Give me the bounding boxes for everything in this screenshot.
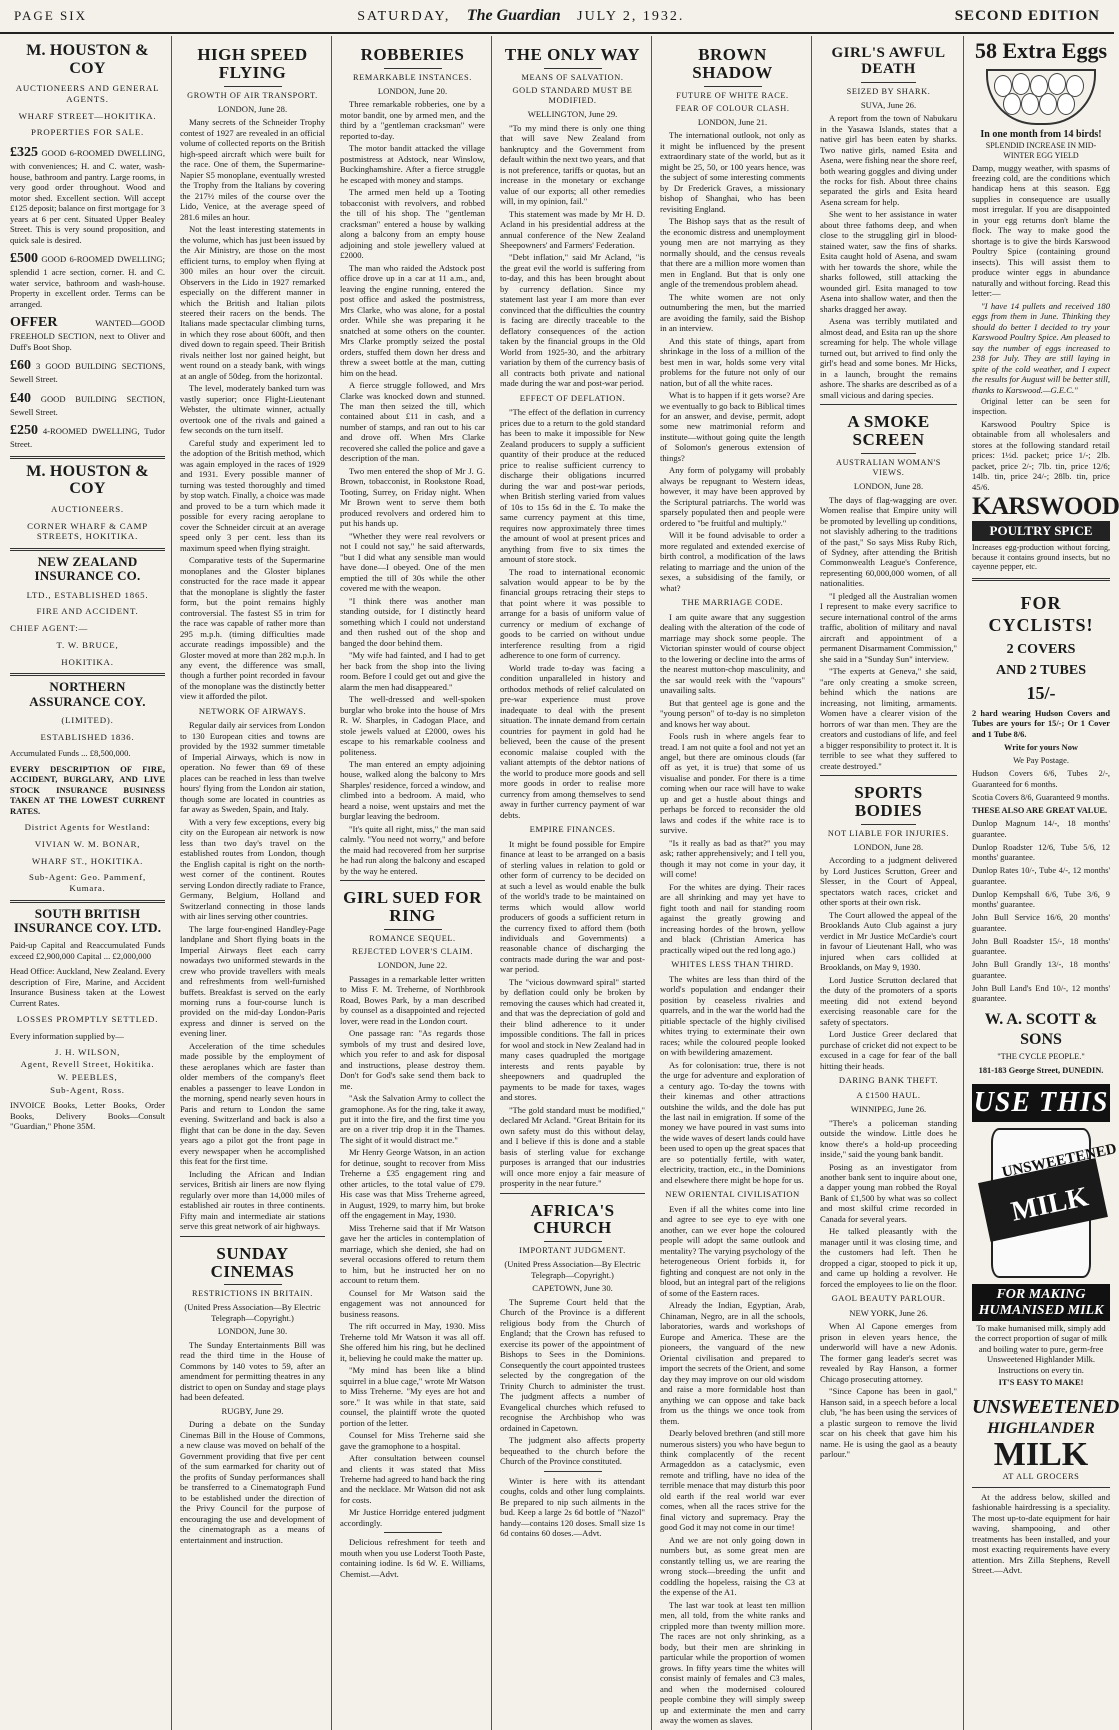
article-subheading: EFFECT OF DEFLATION.	[519, 392, 626, 403]
tyre-item: Dunlop Kempshall 6/6, Tube 3/6, 9 months' guarantee.	[972, 889, 1110, 910]
article-dateline: CAPETOWN, June 30.	[532, 1283, 613, 1294]
south-british-losses: LOSSES PROMPTLY SETTLED.	[16, 1014, 159, 1025]
article-paragraph: The Court allowed the appeal of the Brooklands Auto Club against a jury verdict in Mr Justice McCardie's court in favour of Lieutenant Hall, who was injured when cars collided at Brooklands, on May 9, 1930.	[820, 909, 957, 973]
article-paragraph: Counsel for Mr Watson said the engagement was not announced for business reasons.	[340, 1287, 485, 1319]
article-paragraph: For the whites are dying. Their races are all shrinking and may yet have to fight tooth and nail for standing room against the greatly growing and increasing hordes of the brown, yellow and black (Christian America has practically wiped out the red long ago.)	[660, 881, 805, 955]
nz-insurance-chief: CHIEF AGENT:—	[10, 623, 89, 634]
houston-trade-2: AUCTIONEERS.	[51, 503, 124, 514]
article-paragraph: "My mind has been like a blind squirrel in a blue cage," wrote Mr Watson to Miss Treherne. "My eyes are hot and sore." It was while in that state, said counsel, the plaintiff wrote the quoted portion of the letter.	[340, 1365, 485, 1428]
article-paragraph: The "vicious downward spiral" started by deflation could only be broken by removing the causes which had created it, and that was the depreciation of gold and their blind adherence to it under impossible conditions. The fall in prices for wool and stock in New Zealand had in many cases quadrupled the mortgage interests and rents payable by sheepowners and quadrupled the payments to be made for taxes, wages and stores.	[500, 976, 645, 1103]
article-paragraph: The white women are not only outnumbering the men, but the married are avoiding the family, said the Bishop in an interview.	[660, 291, 805, 334]
article-paragraph: This statement was made by Mr H. D. Acland in his presidential address at the annual conference of the New Zealand Sheepowners' and Farmers' Federation.	[500, 208, 645, 250]
article-paragraph: Dearly beloved brethren (and still more numerous sisters) you who have begun to think complacently of the recent Armageddon as a cataclysmic, even remote and trifling, have no idea of the terrible menace that may disturb this poor old earth if the real world war ever comes, when all the races strive for the final victory and supremacy. Pray the good God it may not come in our time!	[660, 1428, 805, 1533]
article-paragraph: Many secrets of the Schneider Trophy contest of 1927 are revealed in an official volume of collected reports on the British high-speed aircraft which were built for the race. One of them, the Supermarine-Napier S5 monoplane, eventually wrested the Trophy from the Italians by covering the 217½ miles of the course over the Lido, Venice, at the average speed of 281.6 miles an hour.	[180, 117, 325, 222]
nz-insurance-agent: T. W. BRUCE,	[56, 639, 119, 650]
article-title-only-way: THE ONLY WAY	[504, 45, 641, 64]
northern-subagent: Sub-Agent: Geo. Pammenf, Kumara.	[29, 872, 146, 894]
use-this-banner: USE THIS	[972, 1084, 1110, 1122]
hairdressing-notice: At the address below, skilled and fashionable hairdressing is a speciality. The most up-to-date equipment for hair waving, shampooing, and other treatments has been installed, and your most exacting requirements have every attention. Mrs Zilla Stephens, Revell Street.—Advt.	[972, 1491, 1110, 1576]
column-5	[654, 36, 812, 1730]
eggs-body: Damp, muggy weather, with spasms of freezing cold, are the conditions which handicap hens at this season. Egg supplies in consequence are usually most irregular. If you are disappointed in your egg returns don't blame the flock. The way to make good the shortage is to give the birds Karswood Poultry Spice (containing ground insects). This will assist them to produce winter eggs in abundance naturally and without forcing. Read this letter:—	[972, 162, 1110, 299]
column-2	[174, 36, 332, 1730]
cyclists-postage: We Pay Postage.	[1013, 756, 1069, 766]
article-paragraph: "It's quite all right, miss," the man said calmly. "You need not worry," and before the maid had recovered from her surprise he had run along the balcony and escaped by the way he entered.	[340, 823, 485, 876]
cyclists-offer-2: AND 2 TUBES	[996, 663, 1086, 679]
article-paragraph: And this state of things, apart from shrinkage in the loss of a million of the best men in war, holds some very vital problems for the future not only of our nation, but of all the white races.	[660, 335, 805, 388]
article-paragraph: The well-dressed and well-spoken burglar who broke into the house of Mrs R. W. Sharples, in Cadogan Place, and stole jewels valued at £2000, owes his escape to his remarkable coolness and politeness.	[340, 694, 485, 757]
article-dateline: SUVA, June 26.	[860, 99, 917, 110]
article-paragraph: But that genteel age is gone and the "young person" of to-day is no simpleton and knows her way about.	[660, 697, 805, 729]
northern-name: NORTHERN ASSURANCE COY.	[29, 679, 146, 709]
south-british-capital: Paid-up Capital and Reaccumulated Funds exceed £2,900,000 Capital ... £2,000,000	[10, 940, 165, 961]
karswood-foot: Increases egg-production without forcing, because it contains ground insects, but no cayenne pepper, etc.	[972, 542, 1110, 572]
article-paragraph: The level, moderately banked turn was vastly superior; once Flight-Lieutenant Webster, the ultimate winner, actually overtook one of the rivals and gained a few seconds on the turn itself.	[180, 383, 325, 436]
article-paragraph: Already the Indian, Egyptian, Arab, Chinaman, Negro, are in all the schools, laboratories, wards and workshops of Europe and America. These are the pioneers, the vanguard of the new Oriental civilisation and prepared to import the secrets of the Orient, and some day they may improve on our old wisdom and raise a more formidable host than anything we can oppose and take back from us the things we once took from them.	[660, 1300, 805, 1426]
article-paragraph: Two men entered the shop of Mr J. G. Brown, tobacconist, in Rookstone Road, Tooting, Surrey, on Friday night. When Mr Brown went to serve them both produced revolvers and ordered him to put his hands up.	[340, 465, 485, 529]
tin-label-2: MILK	[1008, 1181, 1092, 1228]
article-paragraph: "My wife had fainted, and I had to get her back from the shop into the living room. Before I could get out and give the alarm the men had disappeared."	[340, 650, 485, 692]
article-paragraph: Fools rush in where angels fear to tread. I am not quite a fool and not yet an angel, but there are ominous clouds (far off as yet, it is true) that some of us visualise and ponder. For there is a time coming when our race will have to wake up and get a hustle about things and perhaps be forced to reconsider the old laws and codes if the white race is to survive.	[660, 731, 805, 836]
article-paragraph: The judgment also affects property bequeathed to the church before the Church of the Province constituted.	[500, 1435, 645, 1467]
article-title-sunday-cinemas: SUNDAY CINEMAS	[210, 1243, 295, 1281]
article-paragraph: Careful study and experiment led to the adoption of the British method, which was again employed in the races of 1929 and 1931. Every possible manner of turning was tested thoroughly and timed by stop watch. Finally, a choice was made and proved to be a turn which made it possible for every racing aeroplane to cover the Schneider circuit at an average speed only 3 per cent. less than its maximum speed when flying straight.	[180, 437, 325, 553]
article-subtitle: REMARKABLE INSTANCES.	[353, 72, 472, 82]
article-paragraph: The Sunday Entertainments Bill was read the third time in the House of Commons by 140 votes to 59, after an amendment for permitting theatres in any district to open on Sunday and stage plays had been defeated.	[180, 1339, 325, 1403]
article-paragraph: "Ask the Salvation Army to collect the gramophone. As for the ring, take it away, put it into the fire, and the first time you are on a river trip drop it in the Thames. The sight of it would distract me."	[340, 1093, 485, 1145]
column-3	[334, 36, 492, 1730]
article-paragraph: Counsel for Miss Treherne said she gave the gramophone to a hospital.	[340, 1430, 485, 1451]
article-paragraph: A fierce struggle followed, and Mrs Clarke was knocked down and stunned. The man then seized the till, which contained about £11 in cash, and a number of stamps, and ran out to his car and drove off. When Mrs Clarke recovered she called the police and gave a description of the man.	[340, 380, 485, 464]
eggs-tagline: In one month from 14 birds!	[980, 128, 1102, 140]
tyre-item: Dunlop Roadster 12/6, Tube 5/6, 12 months' guarantee.	[972, 842, 1110, 863]
tyre-item: John Bull Land's End 10/-, 12 months' guarantee.	[972, 983, 1110, 1004]
article-paragraph: The road to international economic salvation would appear to be by the financial groups retracing their steps to that point where it was possible to arrange for a basis of uniform value of currency or medium of exchange of goods to be carried on without undue interference resulting from a rigid adherence to one form of currency.	[500, 566, 645, 661]
property-listing: £60 3 GOOD BUILDING SECTIONS, Sewell Street.	[10, 358, 165, 385]
advert-notice: Delicious refreshment for teeth and mouth when you use Loderst Tooth Paste, containing iodine. Is 6d W. E. Williams, Chemist.—Advt.	[340, 1537, 485, 1579]
article-title-smoke-screen: A SMOKE SCREEN	[847, 412, 930, 450]
article-paragraph: Comparative tests of the Supermarine monoplanes and the Gloster biplanes constructed for the race made it appear that the monoplane is slightly the faster form, but the point remains highly controversial. The fastest S5 in trim for the race was capable of rather more than 295 m.p.h. (timing difficulties made accurate readings impossible) and the Gloster moved at more than 282 m.p.h. In any event, the difference was small, though a further point recorded in favour of the monoplane was the distinctly better view it afforded the pilot.	[180, 555, 325, 702]
article-subtitle: GROWTH OF AIR TRANSPORT.	[187, 90, 318, 100]
article-paragraph: As for colonisation: true, there is not the urge for adventure and exploration of a century ago. To-day the towns with their kinemas and other attractions outshine the wilds, and the dole has put the last nail in emigration. If some of the money we have poured in vast sums into the wide waves of desert lands could have been used to open up the great spaces that are so potentially fertile, with water, electricity, traction, etc., in the Dominions and elsewhere there might be hope for us.	[660, 1059, 805, 1185]
article-paragraph: What is to happen if it gets worse? Are we eventually to go back to Biblical times for an answer, and devise, permit, adopt some new matrimonial reform and institute—without going quite the length of Solomon's generous extension of things?	[660, 390, 805, 463]
south-british-office: Head Office: Auckland, New Zealand. Every description of Fire, Marine, and Accident Insurance Business taken at the Lowest Current Rates.	[10, 966, 165, 1008]
article-dateline: LONDON, June 21.	[697, 116, 768, 127]
milk-brand-1: UNSWEETENED	[972, 1395, 1119, 1418]
milk-easy: IT'S EASY TO MAKE!	[998, 1378, 1084, 1388]
article-title-high-speed-flying: HIGH SPEED FLYING	[197, 45, 308, 82]
article-paragraph: When Al Capone emerges from prison in eleven years hence, the underworld will have a new Adonis. The former gang leader's secret was revealed by Ray Hanson, a former Chicago prosecuting attorney.	[820, 1321, 957, 1384]
article-paragraph: "The effect of the deflation in currency prices due to a return to the gold standard has been to make it impossible for New Zealand producers to supply a sufficient quantity of their produce at the reduced price to realise sufficient currency to discharge their obligations incurred during the war and post-war periods, when British sterling varied from values of 10s to 15s 6d in the £. To make the same currency payment at this time, requires now approximately three times the amount of wool at present prices and anything from five to six times the amount of store stock.	[500, 407, 645, 565]
masthead	[0, 0, 1114, 34]
article-title-girls-death: GIRL'S AWFUL DEATH	[831, 45, 946, 77]
egg-basket-icon	[986, 69, 1096, 125]
cyclists-offer-1: 2 COVERS	[1006, 642, 1076, 658]
article-paragraph: During a debate on the Sunday Cinemas Bill in the House of Commons, a new clause was moved on behalf of the Government providing that five per cent of the sum earmarked for charity out of the profits of Sunday performances shall be transferred to a Cinematograph Fund to be established under the direction of the Privy Council for the purpose of encouraging the use and development of the cinematograph as a means of entertainment and instruction.	[180, 1419, 325, 1545]
houston-auctioneers-advert	[10, 456, 165, 542]
houston-firm-name: M. HOUSTON & COY	[26, 42, 149, 77]
cyclists-detail: 2 hard wearing Hudson Covers and Tubes are yours for 15/-; Or 1 Cover and 1 Tube 8/6.	[972, 709, 1110, 739]
article-subtitle-2: REJECTED LOVER'S CLAIM.	[351, 947, 474, 957]
article-paragraph: I am quite aware that any suggestion dealing with the alteration of the code of marriage may shock some people. The Victorian spinster would of course object to the lowering or decline into the arms of the nearest mutton-chop masculinity, and the sar would reek with the "vapours" unavailing salts.	[660, 611, 805, 696]
column-4	[494, 36, 652, 1730]
cyclists-write: Write for yours Now	[1004, 742, 1078, 752]
northern-est: ESTABLISHED 1836.	[40, 731, 135, 742]
issue-day: SATURDAY,	[357, 9, 451, 24]
south-british-agent-2: W. PEEBLES,	[57, 1071, 118, 1082]
eggs-subtagline: SPLENDID INCREASE IN MID-WINTER EGG YIELD	[985, 141, 1097, 160]
eggs-headline: 58 Extra Eggs	[975, 38, 1107, 63]
houston-address: WHARF STREET—HOKITIKA.	[18, 110, 157, 121]
article-subtitle: SEIZED BY SHARK.	[846, 86, 931, 96]
northern-district: District Agents for Westland:	[24, 822, 151, 833]
article-subheading: GAOL BEAUTY PARLOUR.	[831, 1293, 946, 1304]
article-subtitle: ROMANCE SEQUEL.	[369, 934, 456, 943]
article-paragraph: One passage ran: "As regards those symbols of my trust and desired love, which you refer to and ask for disposal and instructions, please destroy them. Don't for God's sake send them back to me.	[340, 1028, 485, 1091]
article-subheading: EMPIRE FINANCES.	[529, 824, 616, 835]
tyre-item: Dunlop Rates 10/-, Tube 4/-, 12 months' guarantee.	[972, 866, 1110, 886]
eggs-obtain: Karswood Poultry Spice is obtainable from all wholesalers and stores at the following standard retail prices: 1½d. packet; price 1/-; 2lb. packet, price 2/-; 7lb. tin, price 12/6; 14lb. tin, price 24/-; 28lb. tin, price 45/6.	[972, 418, 1110, 492]
scott-address: 181-183 George Street, DUNEDIN.	[978, 1065, 1104, 1075]
cyclists-advert	[972, 578, 1110, 1076]
article-paragraph: Acceleration of the time schedules made possible by the employment of these aeroplanes which are faster than older members of the company's fleet enables a passenger to leave London in the morning, spend nearly seven hours in Paris and return to London the same evening. Switzerland and back is also a flight that can be done in the day. Seven years ago a pilot got the front page in every newspaper when he accomplished this feat for the first time.	[180, 1040, 325, 1167]
issue-date-text: JULY 2, 1932.	[577, 9, 685, 24]
property-listing: £325 GOOD 6-ROOMED DWELLING, with conveniences; H. and C. water, wash-house, bathroom and pantry. Large rooms, in very good order throughout. Wood and motor shed. Excellent section. Will accept £125 deposit; balance on first mortgage for 3 years at 6 per cent. Situated Upper Bealey Street. This is very sound proposition, and quick sale is desired.	[10, 145, 165, 245]
northern-street: WHARF ST., HOKITIKA.	[31, 855, 144, 866]
article-paragraph: The Supreme Court held that the Church of the Province is a different religious body from the Church of England; that the Crown has refused to exercise its power of the appointment of Bishops to Sees in the Dominions. Consequently the court appointed trustees selected by the congregation of the Trinity Church to administer the trust. The judgment affects a number of Evangelical churches which refused to recognise the Archbishop who was ordained in Capetown.	[500, 1296, 645, 1433]
northern-ltd: (LIMITED).	[61, 714, 114, 725]
article-paragraph: Three remarkable robberies, one by a motor bandit, one by armed men, and the third by a "gentleman cracksman" were reported to-day.	[340, 99, 485, 141]
article-title-robberies: ROBBERIES	[360, 45, 465, 64]
article-paragraph: Lord Justice Scrutton declared that the duty of the promoters of a sports meeting did not extend beyond exercising reasonable care for the safety of spectators.	[820, 974, 957, 1027]
article-dateline: LONDON, June 28.	[217, 103, 288, 114]
column-1	[4, 36, 172, 1730]
northern-desc: EVERY DESCRIPTION OF FIRE, ACCIDENT, BURGLARY, AND LIVE STOCK INSURANCE BUSINESS TAKEN AT THE LOWEST CURRENT RATES.	[10, 763, 165, 816]
nz-insurance-advert	[10, 548, 165, 667]
article-subtitle: IMPORTANT JUDGMENT.	[519, 1246, 626, 1256]
property-listing: £500 GOOD 6-ROOMED DWELLING; splendid 1 acre section, corner. H. and C. water service, bathroom and wash-house. Property in excellent order. Terms can be arranged.	[10, 251, 166, 309]
property-listing: £40 GOOD BUILDING SECTION, Sewell Street.	[10, 390, 165, 417]
tyre-item: Dunlop Magnum 14/-, 18 months' guarantee.	[972, 819, 1110, 839]
milk-brand-2: HIGHLANDER	[987, 1419, 1095, 1437]
article-subtitle-2: GOLD STANDARD MUST BE MODIFIED.	[512, 85, 633, 106]
article-paragraph: Mr Justice Horridge entered judgment accordingly.	[340, 1507, 485, 1528]
tin-label-1: UNSWEETENED	[1000, 1141, 1119, 1182]
article-paragraph: World trade to-day was facing a condition unparalleled in history and orthodox methods of relief calculated on pre-war experience must prove inadequate to deal with the present situation. The innate demand from certain countries for payment in gold had he believed, been the cause of the present economic malaise coupled with the valiant attempts of the debtor nations of the world to produce more goods and sell more goods in order to realise more currency from among themselves to send away in further currency payment of war debts.	[500, 662, 645, 820]
houston-firm-name-2: M. HOUSTON & COY	[26, 462, 149, 498]
cyclists-headline: FOR CYCLISTS!	[988, 593, 1094, 636]
page-columns	[4, 36, 1119, 1726]
newspaper-title: The Guardian	[466, 7, 561, 24]
article-title-sports-bodies: SPORTS BODIES	[854, 783, 923, 820]
south-british-agent-1-town: Agent, Revell Street, Hokitika.	[20, 1059, 155, 1070]
article-paragraph: Even if all the whites come into line and agree to see eye to eye with one another, can we ever hope the coloured people will adopt the same outlook and mentality? The varying psychology of the heterogeneous Orient forbids it, for fighting and conquest are not only in the blood, but an integral part of the religions of some of the Eastern races.	[660, 1203, 805, 1298]
article-subtitle: NOT LIABLE FOR INJURIES.	[827, 828, 950, 838]
article-paragraph: Not the least interesting statements in the volume, which has just been issued by the Air Ministry, are those on the most efficient turns, to employ when flying at 300 miles an hour over the circuit. Observers in the Lido in 1927 remarked especially on the different manner in which the British and Italian pilots steered their racers on the bends. The Italians made spectacular climbing turns, in which they rose about 600ft, and then dived down to regain speed. Their British rivals neither lost nor gained height, but went round on a steady bank, with wings at an angle of 50deg. from the horizontal.	[180, 224, 325, 381]
edition-label: SECOND EDITION	[954, 7, 1100, 24]
article-paragraph: Mr Henry George Watson, in an action for detinue, sought to recover from Miss Treherne a £35 engagement ring and other articles, to the total value of £79. His case was that Miss Treherne agreed, in August, 1929, to marry him, but broke off the engagement in May, 1930.	[340, 1147, 485, 1221]
milk-tin-icon	[991, 1128, 1119, 1278]
milk-body: To make humanised milk, simply add the correct proportion of sugar of milk and boiling water to pure, germ-free Unsweetened Highlander Milk. Instructions on every tin.	[974, 1322, 1108, 1375]
article-subtitle: AUSTRALIAN WOMAN'S VIEWS.	[835, 457, 942, 477]
article-paragraph: "Whether they were real revolvers or not I could not say," he said afterwards, "but I did what any sensible man would have done—I obeyed. One of the men emptied the till of 30s while the other covered me with the weapon.	[340, 530, 485, 594]
article-paragraph: The man who raided the Adstock post office drove up in a car at 11 a.m., and, leaving the engine running, entered the post office and asked the postmistress, Mrs Clarke, who was alone, for a postal order. While she was preparing it he snatched at some others on the counter. Mrs Clarke promptly seized the postal orders, stuffed them down her dress and threw a sweet bottle at the man, cutting him on the head.	[340, 262, 485, 378]
northern-funds: Accumulated Funds ... £8,500,000.	[10, 748, 131, 759]
article-paragraph: He talked pleasantly with the manager until it was closing time, and the customers had left. Then he dropped a cigar, stooped to pick it up, and came up holding a revolver. He forced the employees to lie on the floor.	[820, 1226, 957, 1289]
article-paragraph: The Bishop says that as the result of the economic distress and unemployment young men are not marrying as they normally should, and the census reveals that there are a million more women than men in England. But that is only one angle of the tremendous problem ahead.	[660, 216, 805, 290]
scott-firm-name: W. A. SCOTT & SONS	[984, 1011, 1098, 1048]
south-british-info: Every information supplied by—	[10, 1031, 124, 1042]
article-paragraph: "I pledged all the Australian women I represent to make every sacrifice to secure international control of the arms traffic, abolition of military and naval aircraft and appointment of a permanent Disarmament Commission," she said in a "Sunday Sun" interview.	[820, 590, 957, 664]
article-dateline: LONDON, June 30.	[217, 1326, 288, 1337]
article-dateline: RUGBY, June 29.	[221, 1405, 284, 1416]
article-paragraph: "Debt inflation," said Mr Acland, "is the great evil the world is suffering from to-day, and this has been brought about by currency deflation. Since my statement last year I am more than ever convinced that the difficulties the country is facing are directly traceable to the deflatory consequences of the action taken by the financial groups in the Old World from 1925-30, and the arbitrary variation by them of the currency basis of all contracts both private and national made during the war and post-war period.	[500, 252, 645, 389]
property-listing: OFFER WANTED—GOOD FREEHOLD SECTION, next to Oliver and Duff's Boot Shop.	[10, 315, 165, 352]
article-credit: (United Press Association—By Electric Telegraph—Copyright.)	[504, 1259, 641, 1280]
article-paragraph: The whites are less than third of the world's population and endanger their position by ceaseless rivalries and quarrels, and in the war the world had the pitiable spectacle of the highly civilised whites trying to exterminate their own races; while the coloured people looked on with bewildering amazement.	[660, 973, 805, 1058]
article-dateline: LONDON, June 20.	[377, 85, 448, 96]
tyre-item: John Bull Roadster 15/-, 18 months' guarantee.	[972, 936, 1110, 957]
article-paragraph: The armed men held up a Tooting tobacconist with revolvers, and robbed the till of his shop. The "gentleman cracksman" entered a house by walking along a balcony from an empty house adjoining and stole jewellery valued at £2000.	[340, 187, 485, 261]
article-subtitle: RESTRICTIONS IN BRITAIN.	[192, 1289, 313, 1299]
article-paragraph: "I think there was another man standing outside, for I distinctly heard something which I could not understand and then rushed out of the shop and banged the door behind them.	[340, 595, 485, 648]
article-dateline: NEW YORK, June 26.	[849, 1307, 928, 1318]
article-paragraph: According to a judgment delivered by Lord Justices Scrutton, Greer and Slesser, in the Court of Appeal, spectators watch races, cricket and other sports at their own risk.	[820, 855, 957, 908]
article-subheading: NEW ORIENTAL CIVILISATION	[665, 1189, 800, 1200]
article-paragraph: Lord Justice Greer declared that purchase of cricket did not expect to be excused in a cage for fear of the ball hitting their heads.	[820, 1029, 957, 1071]
houston-for-sale: PROPERTIES FOR SALE.	[31, 127, 144, 138]
article-paragraph: "The experts at Geneva," she said, "are only creating a smoke screen, behind which the nations are increasing, not limiting, armaments. Women have a clearer vision of the horrors of war than men. They are the creators and custodians of life, and feel a bigger responsibility to protect it. It is terrible to see what they suffered to create destroyed."	[820, 666, 957, 771]
south-british-agent-2-town: Sub-Agent, Ross.	[50, 1084, 125, 1095]
article-paragraph: The days of flag-wagging are over. Women realise that Empire unity will be promoted by levelling up conditions, not slavishly adhering to the traditions of the past," So says Miss Ruby Rich, of Sydney, after attending the British Commonwealth League's Conference, representing 60,000,000 women, of all nationalities.	[820, 494, 958, 589]
article-paragraph: The large four-engined Handley-Page landplane and Short flying boats in the Imperial Airways fleet each carry nowadays two uniformed stewards in the crew who provide travellers with meals and refreshments from well-furnished buffets. Breakfast is served on the early morning runs a four-course lunch is provided on the mid-day London-Paris express and dinner is served on the evening liner.	[180, 923, 325, 1039]
article-subheading: NETWORK OF AIRWAYS.	[198, 705, 307, 716]
article-paragraph: With a very few exceptions, every big city on the European air network is now less than two day's travel on the established routes from London, though the English capital is right on the north-west corner of the continent. Routes serving London directly radiate to France, Germany, Belgium, Holland and Switzerland connecting in those lands with air lines serving other countries.	[180, 816, 325, 922]
article-paragraph: Asena was terribly mutilated and almost dead, and Esita ran up the shore screaming for help. The whole village turned out, but arrived to find only the girl's head and some bones. Mr Hicks, in a launch, brought the remains ashore. The sharks are described as of a small vicious and daring species.	[820, 316, 957, 400]
article-subheading: DARING BANK THEFT.	[838, 1075, 939, 1086]
column-7	[966, 36, 1119, 1730]
article-dateline: LONDON, June 28.	[853, 481, 924, 492]
eggs-original: Original letter can be seen for inspection.	[972, 397, 1110, 416]
advert-notice: Winter is here with its attendant coughs, colds and other lung complaints. Be prepared to nip such ailments in the bud. Keep a large 2s 6d bottle of "Nazol" handy—contains 120 doses. Small size 1s 6d contains 60 doses.—Advt.	[500, 1475, 645, 1539]
highlander-milk-advert	[972, 1084, 1119, 1576]
article-paragraph: After consultation between counsel and clients it was stated that Miss Treherne had agreed to hand back the ring and the necklace. Mr Watson did not ask for costs.	[340, 1453, 486, 1505]
article-paragraph: The motor bandit attacked the village postmistress at Adstock, near Winslow, Buckinghamshire. After a fierce struggle he escaped with money and stamps.	[340, 143, 485, 185]
article-paragraph: Regular daily air services from London to 130 European cities and towns are provided by the 1932 summer timetable of Imperial Airways, which is now in operation. No fewer than 69 of these places can be reached in less than twelve hours' flying from the London air station, though some are located in countries as far away as Sweden, Spain, and Italy.	[180, 720, 325, 815]
tyre-item: John Bull Grandly 13/-, 18 months' guarantee.	[972, 960, 1110, 980]
article-paragraph: Will it be found advisable to order a more regulated and extended exercise of birth control, a modification of the laws relating to marriage and the union of the sexes, a subsidising of the family, or what?	[660, 530, 805, 593]
tyre-item: John Bull Service 16/6, 20 months' guarantee.	[972, 913, 1110, 933]
article-paragraph: The international outlook, not only as it might be influenced by the present extraordinary state of the world, but as it might be 25, 50, or 100 years hence, was the subject of some interesting comments by Dr Frederick Graves, a missionary bishop of Shanghai, who has been revisiting England.	[660, 130, 805, 214]
houston-trade: AUCTIONEERS AND GENERAL AGENTS.	[15, 83, 160, 104]
article-title-africas-church: AFRICA'S CHURCH	[530, 1200, 615, 1238]
article-paragraph: It might be found possible for Empire finance at least to be arranged on a basis of sterling values in relation to gold or other form of currency to be decided on at such a level as would enable the bulk of the world's trade to be maintained on terms which would allow world producers of goods a sufficient return in the currency fixed to afford them (both individuals and Governments) a reasonable chance of discharging the contracts made during the war and post-war period.	[500, 838, 645, 975]
article-paragraph: "Is it really as bad as that?" you may ask; rather apprehensively; and I tell you, though it may not come in your day, it will come!	[660, 837, 805, 880]
article-paragraph: She went to her assistance in water about three fathoms deep, and when close to the struggling girl in blood-stained water, saw the fins of sharks. Esita caught hold of Asena, and swam with her towards the shore, while the sharks followed, still attacking the wounded girl. Esita managed to tow Asena into shallow water, and then the sharks dragged her away.	[820, 209, 957, 314]
article-paragraph: Miss Treherne said that if Mr Watson gave her the articles in contemplation of marriage, which she denied, she had on several occasions offered to return them to him, but he instructed her on no account to return them.	[340, 1222, 485, 1286]
article-subheading: A £1500 HAUL.	[856, 1089, 921, 1100]
article-paragraph: "There's a policeman standing outside the window. Little does he know there's a hold-up proceeding inside," said the young bank bandit.	[820, 1117, 957, 1160]
cyclists-scotia: Scotia Covers 8/6, Guaranteed 9 months.	[972, 792, 1110, 802]
article-paragraph: Posing as an investigator from another bank sent to inquire about one, a dapper young man robbed the Royal Bank of £1,500 by what was so collect and most skilful crime recorded in Canada for several years.	[820, 1161, 957, 1224]
milk-grocers: AT ALL GROCERS	[1002, 1472, 1080, 1482]
article-subheading: THE MARRIAGE CODE.	[681, 597, 784, 608]
article-dateline: LONDON, June 22.	[377, 960, 448, 971]
karswood-advert	[972, 38, 1110, 161]
for-making-banner: FOR MAKING HUMANISED MILK	[972, 1284, 1110, 1321]
page-number: PAGE SIX	[14, 8, 87, 23]
article-paragraph: Including the African and Indian services, British air liners are now flying regularly over more than 14,000 miles of established air routes in three continents. Fifty main and intermediate air stations serve this great network of air highways.	[180, 1168, 325, 1232]
south-british-agent-1: J. H. WILSON,	[54, 1046, 121, 1057]
nz-insurance-kind: FIRE AND ACCIDENT.	[36, 606, 139, 617]
south-british-name: SOUTH BRITISH INSURANCE COY. LTD.	[13, 905, 162, 936]
article-paragraph: Passages in a remarkable letter written to Miss F. M. Treherne, of Northbrook Road, Bowes Park, by a man described by counsel as a disappointed and rejected lover, were read in the London court.	[340, 973, 485, 1026]
scott-slogan: "THE CYCLE PEOPLE."	[997, 1052, 1085, 1062]
karswood-brand: KARSWOOD	[972, 493, 1119, 521]
column-6	[814, 36, 964, 1730]
article-credit: (United Press Association—By Electric Telegraph—Copyright.)	[184, 1302, 321, 1323]
northern-agent: VIVIAN W. M. BONAR,	[34, 838, 141, 849]
karswood-product: POULTRY SPICE	[972, 521, 1110, 541]
cyclists-price: 15/-	[1026, 683, 1056, 704]
article-paragraph: The man entered an empty adjoining house, walked along the balcony to Mrs Sharples' residence, forced a window, and climbed into a bedroom. A maid, who heard a noise, went upstairs and met the burglar leaving the bedroom.	[340, 758, 485, 822]
nz-insurance-town: HOKITIKA.	[61, 656, 114, 667]
article-paragraph: "The gold standard must be modified," declared Mr Acland. "Great Britain for its own safety must do this without delay, and I believe if this is done and a stable basis of sterling value for exchange purposes is arranged that our industries will once more enjoy a fair measure of prosperity in the near future."	[500, 1104, 645, 1189]
eggs-letter: "I have 14 pullets and received 180 eggs from them in June. Thinking they should do better I decided to try your Karswood Poultry Spice. Am pleased to say the number of eggs increased to 238 for July. They are still laying in spite of the cold weather, and I expect the results for August will be better still, thanks to Karswood.—G.E.C."	[972, 300, 1110, 395]
article-subtitle-2: FEAR OF COLOUR CLASH.	[675, 103, 790, 113]
article-paragraph: The last war took at least ten million men, all told, from the white ranks and crippled more than twenty million more. The races are not only shrinking, as a body, but their men are shrinking in particular while the proportion of women grows. In fifty years time the whites will consist mainly of females and C3 males, and when the modernised coloured people combine they will simply sweep up and exterminate the men and carry away the women as slaves.	[660, 1599, 805, 1726]
cyclists-hudson: Hudson Covers 6/6, Tubes 2/-, Guaranteed for 6 months.	[972, 769, 1110, 789]
article-paragraph: And we are not only going down in numbers but, as some great men are constantly telling us, we are rearing the wrong stock—breeding the unfit and coddling the hopeless, raising the C3 at the expense of the A1.	[660, 1534, 805, 1598]
property-listing: £250 4-ROOMED DWELLING, Tudor Street.	[10, 423, 165, 450]
article-dateline: LONDON, June 28.	[853, 841, 924, 852]
article-paragraph: The rift occurred in May, 1930. Miss Treherne told Mr Watson it was all off. She offered him his ring, but he declined it, believing he could make the matter up.	[340, 1321, 485, 1363]
article-paragraph: "Since Capone has been in gaol," Hanson said, in a speech before a local club, "he has been using the services of a plastic surgeon to remove the livid scar on his cheek that gave him his name. He is using the gaol as a beauty parlour."	[820, 1386, 957, 1460]
article-subtitle: MEANS OF SALVATION.	[521, 72, 624, 82]
article-title-girl-sued: GIRL SUED FOR RING	[343, 888, 482, 926]
northern-assurance-advert	[10, 673, 165, 894]
article-dateline: WINNIPEG, June 26.	[850, 1104, 927, 1115]
nz-insurance-name: NEW ZEALAND INSURANCE CO.	[34, 554, 141, 584]
cyclists-great-value: THESE ALSO ARE GREAT VALUE.	[972, 806, 1108, 816]
article-title-brown-shadow: BROWN SHADOW	[692, 45, 773, 82]
article-subtitle: FUTURE OF WHITE RACE.	[676, 90, 789, 100]
article-subheading: WHITES LESS THAN THIRD.	[671, 959, 794, 970]
south-british-advert	[10, 900, 165, 1132]
article-dateline: WELLINGTON, June 29.	[527, 109, 618, 120]
article-paragraph: Any form of polygamy will probably always be repugnant to Western ideas, however, it may have been approved by the Scriptural patriarchs. The world was sparsely populated then and people were ordered to "be fruitful and multiply."	[660, 465, 805, 528]
nz-insurance-est: LTD., ESTABLISHED 1865.	[26, 589, 149, 600]
issue-date	[357, 7, 684, 25]
houston-advert	[10, 42, 165, 450]
invoice-books-notice: INVOICE Books, Letter Books, Order Books, Delivery Books—Consult "Guardian," Phone 35M.	[10, 1100, 165, 1132]
houston-address-2: CORNER WHARF & CAMP STREETS, HOKITIKA.	[27, 520, 148, 542]
article-paragraph: A report from the town of Nabukaru in the Yasawa Islands, states that a native girl has been eaten by sharks. Two native girls, named Esita and Asena, were fishing near the shore reef, both wearing goggles and diving under the rocks for fish. About three chains separated the girls and Esita heard Asena scream for help.	[820, 113, 957, 207]
article-paragraph: "To my mind there is only one thing that will save New Zealand from bankruptcy and the Government from default within the next two years, and that is not preference, tariffs or quotas, but an increase in the monetary or exchange value of our exports; all other remedies will, in my opinion, fail."	[500, 122, 645, 207]
milk-brand-3: MILK	[993, 1436, 1089, 1474]
